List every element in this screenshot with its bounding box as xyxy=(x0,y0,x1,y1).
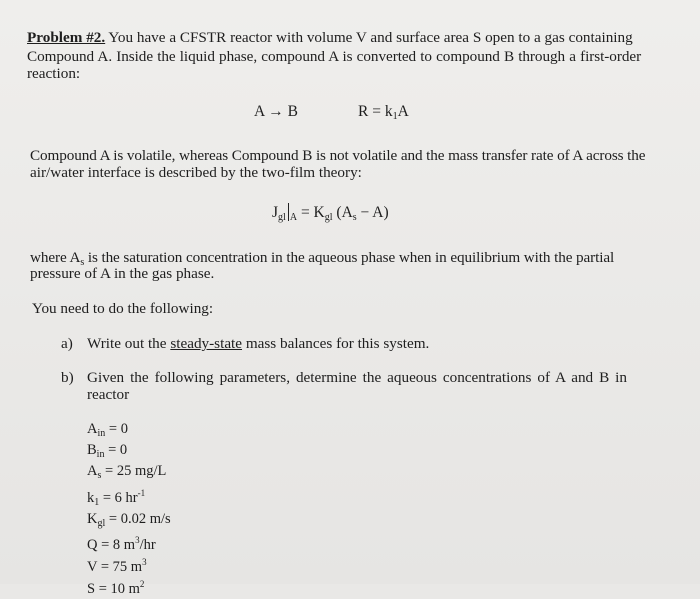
flux-eq: = K xyxy=(300,204,325,221)
param-row: Q = 8 $m^3/hr$ xyxy=(87,535,156,554)
problem-label: Problem #2. xyxy=(27,29,106,46)
saturation-prefix: where A xyxy=(30,249,81,266)
rate-sub: 1 xyxy=(392,111,398,122)
rate-lhs: R = k xyxy=(358,103,393,120)
task-a-underlined: steady-state xyxy=(170,335,243,352)
flux-J-sub: gl xyxy=(278,212,286,223)
task-a-post: mass balances for this system. xyxy=(242,335,430,352)
reaction-equation xyxy=(254,103,298,121)
task-a-pre: Write out the xyxy=(87,335,171,352)
volatility-line-2: air/water interface is described by the two-film theory: xyxy=(30,164,362,181)
saturation-line-2: pressure of A in the gas phase. xyxy=(30,265,215,282)
flux-equation xyxy=(272,203,389,223)
saturation-rest: is the saturation concentration in the aqueous phase when in equilibrium with the partial xyxy=(84,249,615,266)
evaluation-bar xyxy=(288,203,289,221)
intro-line-3: reaction: xyxy=(27,65,81,82)
task-b-line-1: Given the following parameters, determine the aqueous concentrations of A and B in xyxy=(87,369,627,386)
intro-line-1: You have a CFSTR reactor with volume V and surface area S open to a gas containing xyxy=(108,29,633,46)
param-row: S = 10 $m^2$ xyxy=(87,579,145,598)
param-row: $k_1 = 6$ $hr^{-1}$ xyxy=(87,487,146,508)
flux-rhs: (A xyxy=(336,204,353,221)
task-a-text xyxy=(87,334,429,353)
param-row: $A_{in} = 0$ xyxy=(87,421,128,439)
reactant: A xyxy=(254,103,265,120)
problem-intro xyxy=(27,28,687,47)
rate-rhs: A xyxy=(397,103,409,120)
param-row: $A_s = 25$ mg/L xyxy=(87,463,167,482)
parameter-list xyxy=(87,421,171,599)
rate-equation xyxy=(358,103,409,122)
flux-K-sub: gl xyxy=(324,212,333,223)
param-row: $K_{gl} = 0.02$ m/s xyxy=(87,510,171,529)
volatility-line-1: Compound A is volatile, whereas Compound B is not volatile and the mass transfer rate of A across the xyxy=(30,147,646,164)
task-b-label: b) xyxy=(61,369,74,386)
flux-J: J xyxy=(272,204,279,221)
task-b-line-2: reactor xyxy=(87,386,130,403)
product: B xyxy=(287,103,298,120)
intro-line-2: Compound A. Inside the liquid phase, compound A is converted to compound B through a first-order xyxy=(27,48,642,65)
param-row: $B_{in} = 0$ xyxy=(87,442,128,461)
saturation-sub: s xyxy=(80,257,85,268)
arrow-icon: → xyxy=(268,103,284,120)
flux-rhs-end: − A) xyxy=(360,204,389,221)
tasks-intro: You need to do the following: xyxy=(32,300,214,317)
task-a-label: a) xyxy=(61,335,73,352)
param-row: V = 75 $m^3$ xyxy=(87,557,147,576)
flux-As-sub: s xyxy=(352,212,357,223)
flux-eval-sub: A xyxy=(289,212,298,223)
